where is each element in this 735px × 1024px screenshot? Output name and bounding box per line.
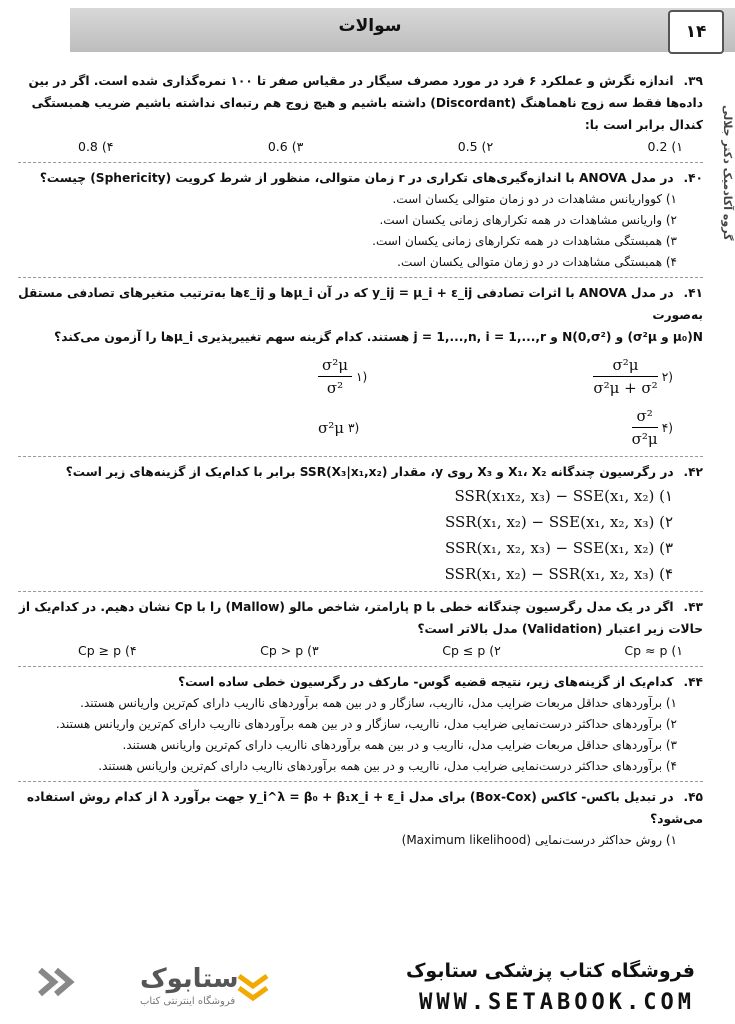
question-41 (18, 282, 703, 450)
store-name: فروشگاه کتاب پزشکی ستابوک (405, 960, 695, 982)
footer (0, 950, 735, 1024)
question-45 (18, 786, 703, 851)
logo-subtitle: فروشگاه اینترنتی کتاب (140, 996, 236, 1007)
option[interactable]: ۴) 0.8 (78, 139, 114, 154)
question-stem: در تبدیل باکس- کاکس (Box-Cox) برای مدل y_i^λ = β₀ + β₁x_i + ε_i جهت برآورد λ از کدام روش استفاده می‌شود؟ (26, 790, 703, 826)
fraction: σ²μ (318, 418, 345, 437)
logo-text: ستابوک (140, 964, 239, 994)
option[interactable]: ۱) روش حداکثر درست‌نمایی (Maximum likelihood) (401, 833, 677, 847)
question-stem-continued: N(μ₀ و σ²μ) و N(0,σ²) و j = 1,...,n, i = 1,...,r هستند. کدام گزینه سهم تغییرپذیری μ_iها را آزمون می‌کند؟ (54, 330, 703, 344)
question-stem: در مدل ANOVA با اندازه‌گیری‌های تکراری در r زمان متوالی، منظور از شرط کرویت (Sphericity) چیست؟ (39, 171, 674, 185)
question-number: ۳۹. (683, 74, 703, 88)
option[interactable] (593, 354, 673, 399)
option[interactable] (318, 354, 367, 399)
option[interactable]: SSR(x₁, x₂) − SSE(x₁, x₂, x₃) (۲ (445, 513, 673, 531)
option[interactable] (318, 405, 359, 450)
option[interactable]: ۱) کوواریانس مشاهدات در دو زمان متوالی یکسان است. (392, 192, 677, 206)
option[interactable]: ۴) Cp ≥ p (78, 643, 137, 658)
option[interactable]: ۴) همبستگی مشاهدات در دو زمان متوالی یکسان است. (397, 255, 677, 269)
question-number: ۴۲. (683, 465, 703, 479)
fraction: $\frac{\text{σ²μ}}{\text{σ²μ + σ²}}$ (593, 356, 658, 397)
options-row (18, 136, 703, 158)
question-stem: کدام‌یک از گزینه‌های زیر، نتیجه قضیه گوس- مارکف در رگرسیون خطی ساده است؟ (178, 675, 674, 689)
page-title: سوالات (338, 16, 402, 36)
page-header (0, 0, 735, 62)
question-number: ۴۵. (683, 790, 703, 804)
questions (18, 70, 703, 851)
option[interactable]: ۳) برآوردهای حداقل مربعات ضرایب مدل، نااریب و در بین همه برآوردهای نااریب دارای کم‌ترین واریانس هستند. (122, 738, 677, 752)
option[interactable]: ۱) برآوردهای حداقل مربعات ضرایب مدل، نااریب، سازگار و در بین همه برآوردهای نااریب دارای کم‌ترین واریانس هستند. (80, 696, 677, 710)
logo-mark-icon (30, 962, 110, 1002)
option[interactable]: SSR(x₁, x₂) − SSR(x₁, x₂, x₃) (۴ (444, 565, 673, 583)
setabook-logo[interactable] (30, 962, 260, 1014)
question-43 (18, 596, 703, 662)
chevron-logo-icon (235, 968, 271, 1004)
question-39 (18, 70, 703, 158)
question-stem: در رگرسیون چندگانه X₁، X₂ و X₃ روی y، مقدار SSR(X₃|x₁,x₂) برابر با کدام‌یک از گزینه‌های زیر است؟ (65, 465, 674, 479)
option[interactable] (632, 405, 673, 450)
fraction-options-bottom (18, 405, 703, 450)
question-stem: اگر در یک مدل رگرسیون چندگانه خطی با p پارامتر، شاخص مالو (Mallow) را با Cp نشان دهیم. در کدام‌یک از حالات زیر اعتبار (Validation) مدل بالاتر است؟ (18, 600, 703, 636)
option[interactable]: ۳) Cp > p (260, 643, 319, 658)
option[interactable]: ۲) برآوردهای حداکثر درست‌نمایی ضرایب مدل، نااریب، سازگار و در بین همه برآوردهای نااریب دارای کم‌ترین واریانس هستند. (55, 717, 677, 731)
option[interactable]: ۲) واریانس مشاهدات در همه تکرارهای زمانی یکسان است. (379, 213, 677, 227)
question-number: ۴۱. (683, 286, 703, 300)
divider (18, 456, 703, 457)
question-number: ۴۴. (683, 675, 703, 689)
fraction: $\frac{\text{σ²}}{\text{σ²μ}}$ (631, 407, 658, 448)
fraction: $\frac{\text{σ²μ}}{\text{σ²}}$ (318, 354, 352, 399)
question-stem: در مدل ANOVA با اثرات تصادفی y_ij = μ_i + ε_ij که در آن μ_iها و ε_ijها به‌ترتیب متغیرهای تصادفی مستقل به‌صورت (18, 286, 703, 322)
divider (18, 277, 703, 278)
options-row (18, 640, 703, 662)
option[interactable]: SSR(x₁, x₂, x₃) − SSE(x₁, x₂) (۳ (445, 539, 673, 557)
option[interactable]: ۳) همبستگی مشاهدات در همه تکرارهای زمانی یکسان است. (372, 234, 677, 248)
question-44 (18, 671, 703, 777)
side-brand: گروه آکادمیک دکتر جلالی (721, 104, 734, 240)
option[interactable]: ۲) Cp ≤ p (442, 643, 501, 658)
option[interactable]: SSR(x₁x₂, x₃) − SSE(x₁, x₂) (۱ (454, 487, 673, 505)
option[interactable]: ۲) 0.5 (457, 139, 494, 154)
divider (18, 591, 703, 592)
question-42 (18, 461, 703, 587)
option[interactable]: ۱) Cp ≈ p (624, 643, 683, 658)
store-url[interactable]: WWW.SETABOOK.COM (419, 990, 695, 1015)
divider (18, 162, 703, 163)
option-label: ۱) (356, 369, 368, 384)
option[interactable]: ۱) 0.2 (647, 139, 683, 154)
question-number: ۴۳. (683, 600, 703, 614)
divider (18, 666, 703, 667)
option[interactable]: ۳) 0.6 (267, 139, 304, 154)
option-label: ۳) (348, 420, 360, 435)
question-40 (18, 167, 703, 273)
option-label: ۲) (661, 369, 673, 384)
question-number: ۴۰. (683, 171, 703, 185)
divider (18, 781, 703, 782)
question-stem: اندازه نگرش و عملکرد ۶ فرد در مورد مصرف سیگار در مقیاس صفر تا ۱۰۰ نمره‌گذاری شده است. اگر در بین داده‌ها فقط سه زوج ناهماهنگ (Discordant) داشته باشیم و هیچ زوج هم رتبه‌ای نداشته باشیم ضریب همبستگی کندال برابر است با: (28, 74, 703, 132)
fraction-options-top (18, 354, 703, 399)
option[interactable]: ۴) برآوردهای حداکثر درست‌نمایی ضرایب مدل، نااریب و در بین همه برآوردهای نااریب دارای کم‌ترین واریانس هستند. (98, 759, 677, 773)
option-label: ۴) (661, 420, 673, 435)
page-number: ۱۴ (668, 10, 724, 54)
